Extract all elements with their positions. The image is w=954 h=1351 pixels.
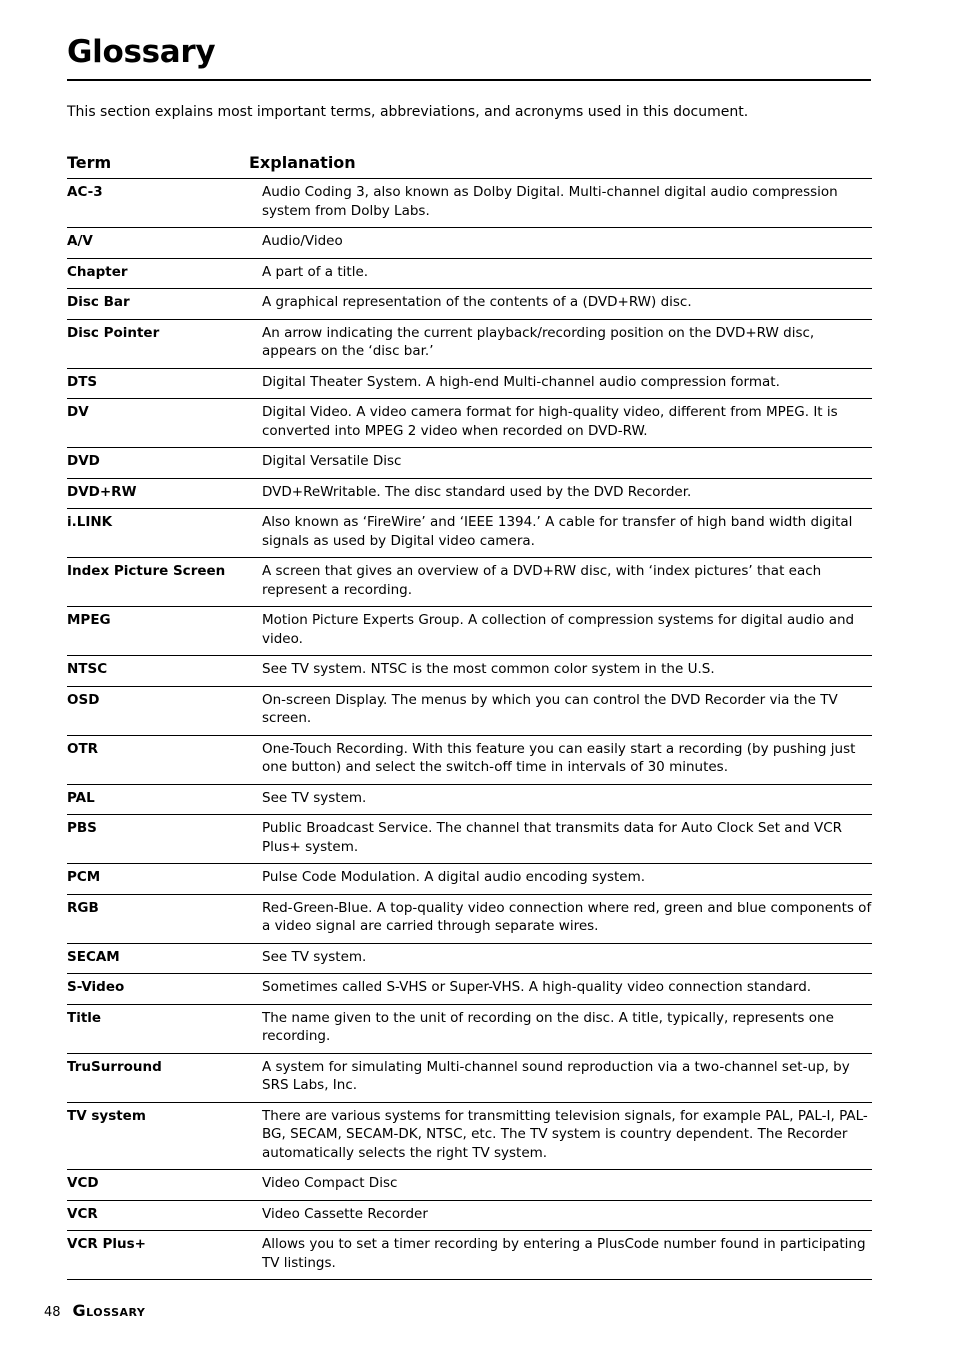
table-row: [67, 1231, 872, 1280]
term-cell: RGB: [67, 899, 99, 916]
term-cell: PAL: [67, 789, 95, 806]
table-row: [67, 687, 872, 736]
table-row: [67, 1054, 872, 1103]
table-row: [67, 1170, 872, 1201]
explanation-cell: An arrow indicating the current playback/recording position on the DVD+RW disc, appears on the ‘disc bar.’: [262, 324, 815, 359]
explanation-cell: Pulse Code Modulation. A digital audio encoding system.: [262, 869, 646, 885]
title-rule: [67, 79, 871, 81]
term-cell: SECAM: [67, 948, 120, 965]
explanation-cell: Video Cassette Recorder: [262, 1205, 428, 1222]
explanation-cell: A system for simulating Multi-channel sound reproduction via a two-channel set-up, by SRS Labs, Inc.: [262, 1058, 850, 1093]
explanation-cell: A graphical representation of the contents of a (DVD+RW) disc.: [262, 294, 692, 310]
table-row: [67, 656, 872, 687]
explanation-cell: Video Compact Disc: [262, 1175, 398, 1191]
explanation-cell: A part of a title.: [262, 263, 369, 280]
table-row: [67, 369, 872, 400]
explanation-cell: Motion Picture Experts Group. A collection of compression systems for digital audio and video.: [262, 612, 855, 647]
explanation-cell: Audio/Video: [262, 233, 343, 249]
term-cell: Chapter: [67, 263, 128, 280]
term-cell: Title: [67, 1009, 102, 1026]
table-row: [67, 607, 872, 656]
term-cell: DVD+RW: [67, 483, 137, 500]
table-row: [67, 736, 872, 785]
explanation-cell: Digital Theater System. A high-end Multi-channel audio compression format.: [262, 373, 780, 390]
term-cell: NTSC: [67, 661, 108, 677]
term-cell: DTS: [67, 373, 98, 390]
term-cell: TV system: [67, 1107, 146, 1124]
explanation-cell: A screen that gives an overview of a DVD+RW disc, with ‘index pictures’ that each represent a recording.: [262, 563, 822, 598]
table-row: [67, 1005, 872, 1054]
glossary-table: [67, 146, 872, 1280]
table-row: [67, 228, 872, 259]
term-cell: PCM: [67, 869, 101, 885]
table-row: [67, 785, 872, 816]
term-cell: OTR: [67, 740, 99, 757]
explanation-cell: See TV system.: [262, 948, 367, 965]
explanation-cell: Digital Versatile Disc: [262, 453, 402, 469]
term-cell: Disc Pointer: [67, 324, 160, 341]
table-header: [67, 146, 872, 179]
table-row: [67, 448, 872, 479]
header-term: Term: [67, 152, 112, 172]
table-row: [67, 815, 872, 864]
explanation-cell: There are various systems for transmitting television signals, for example PAL, PAL-I, PAL-BG, SECAM, SECAM-DK, NTSC, etc. The TV system is country dependent. The Recorder automatically selects the right TV system.: [262, 1107, 868, 1161]
header-explanation: Explanation: [249, 152, 356, 172]
term-cell: DV: [67, 404, 89, 420]
explanation-cell: See TV system.: [262, 789, 367, 806]
table-row: [67, 179, 872, 228]
explanation-cell: Allows you to set a timer recording by entering a PlusCode number found in participating TV listings.: [262, 1236, 866, 1271]
table-row: [67, 479, 872, 510]
table-row: [67, 259, 872, 290]
table-row: [67, 1103, 872, 1171]
explanation-cell: The name given to the unit of recording on the disc. A title, typically, represents one recording.: [262, 1009, 834, 1044]
table-body: [67, 179, 872, 1280]
term-cell: i.LINK: [67, 514, 113, 530]
term-cell: VCR: [67, 1205, 98, 1222]
table-row: [67, 974, 872, 1005]
table-row: [67, 399, 872, 448]
term-cell: DVD: [67, 453, 100, 469]
term-cell: PBS: [67, 820, 97, 836]
term-cell: S-Video: [67, 979, 125, 995]
term-cell: VCR Plus+: [67, 1236, 146, 1252]
explanation-cell: Also known as ‘FireWire’ and ‘IEEE 1394.’ A cable for transfer of high band width digital signals as used by Digital video camera.: [262, 514, 853, 549]
table-row: [67, 864, 872, 895]
table-row: [67, 509, 872, 558]
table-row: [67, 320, 872, 369]
term-cell: A/V: [67, 233, 93, 249]
term-cell: OSD: [67, 691, 100, 708]
table-row: [67, 1201, 872, 1232]
footer-section-label: Glossary: [72, 1301, 146, 1320]
table-row: [67, 289, 872, 320]
term-cell: VCD: [67, 1175, 99, 1191]
term-cell: AC-3: [67, 184, 103, 200]
explanation-cell: Public Broadcast Service. The channel that transmits data for Auto Clock Set and VCR Plus+ system.: [262, 820, 843, 855]
page-title: Glossary: [67, 34, 216, 70]
explanation-cell: Red-Green-Blue. A top-quality video connection where red, green and blue components of a video signal are carried through separate wires.: [262, 899, 872, 934]
table-row: [67, 558, 872, 607]
term-cell: Index Picture Screen: [67, 563, 226, 579]
term-cell: MPEG: [67, 612, 111, 628]
intro-text: This section explains most important terms, abbreviations, and acronyms used in this document.: [67, 104, 749, 120]
explanation-cell: Sometimes called S-VHS or Super-VHS. A high-quality video connection standard.: [262, 979, 812, 995]
term-cell: Disc Bar: [67, 294, 130, 310]
term-cell: TruSurround: [67, 1058, 162, 1075]
table-row: [67, 895, 872, 944]
page-number: 48: [44, 1305, 61, 1320]
explanation-cell: See TV system. NTSC is the most common color system in the U.S.: [262, 661, 715, 677]
explanation-cell: Digital Video. A video camera format for high-quality video, different from MPEG. It is converted into MPEG 2 video when recorded on DVD-RW.: [262, 404, 838, 439]
page-footer: [44, 1301, 145, 1320]
table-row: [67, 944, 872, 975]
explanation-cell: DVD+ReWritable. The disc standard used by the DVD Recorder.: [262, 483, 692, 500]
explanation-cell: On-screen Display. The menus by which you can control the DVD Recorder via the TV screen.: [262, 691, 838, 726]
explanation-cell: Audio Coding 3, also known as Dolby Digital. Multi-channel digital audio compression system from Dolby Labs.: [262, 184, 838, 219]
explanation-cell: One-Touch Recording. With this feature you can easily start a recording (by pushing just one button) and select the switch-off time in intervals of 30 minutes.: [262, 740, 856, 775]
